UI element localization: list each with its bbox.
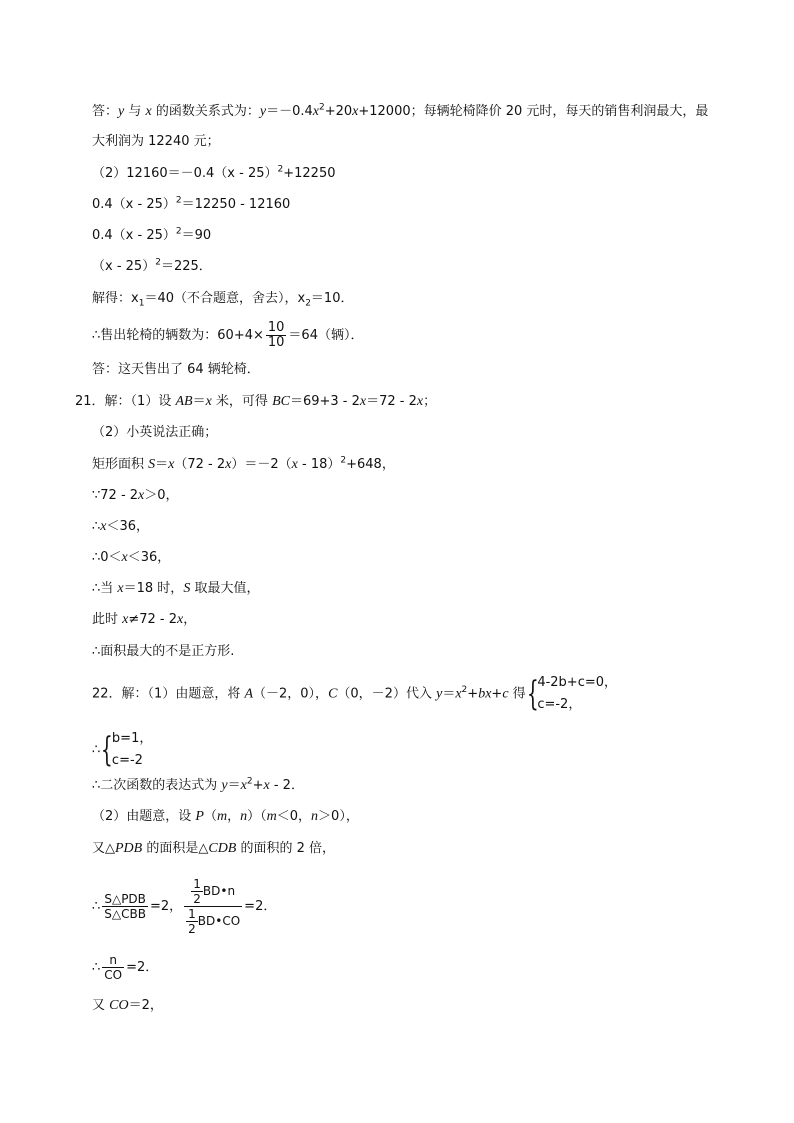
text: ∴ — [92, 960, 101, 975]
text: ＝18 时， — [123, 581, 184, 596]
text: ≠72 - 2 — [128, 612, 178, 627]
text: ＝2， — [128, 998, 163, 1013]
text: （x - 25） — [92, 259, 156, 274]
var-p: P — [195, 809, 204, 824]
var-m: m — [266, 809, 277, 824]
equation-line-3 — [92, 165, 335, 183]
text: 米，可得 — [211, 394, 273, 409]
at-this-time-line — [92, 611, 196, 629]
var-x: x — [100, 519, 107, 534]
text: ∴ — [92, 899, 101, 914]
var-y: y — [259, 104, 267, 119]
text: ＝40（不合题意，舍去），x — [144, 291, 306, 306]
fraction-denominator: CO — [104, 968, 123, 982]
fraction-denominator: 2 — [193, 892, 201, 906]
text: ∵72 - 2 — [92, 488, 139, 503]
part2-setup-line — [92, 808, 359, 826]
fraction-numerator: S△PDB — [102, 892, 148, 907]
equation-system — [537, 672, 617, 716]
fraction-denominator — [184, 907, 242, 936]
superscript: 2 — [155, 257, 161, 268]
fraction-numerator: 1 — [193, 877, 201, 891]
text: （ — [203, 809, 217, 824]
text: 的面积是△ — [142, 841, 209, 856]
text: ＝ — [192, 394, 206, 409]
text: ∴售出轮椅的辆数为：60+4× — [92, 328, 264, 343]
answer-line-1 — [92, 103, 708, 121]
quadratic-expression-line — [92, 777, 304, 795]
var-x: x — [205, 394, 212, 409]
text: 的函数关系式为： — [151, 104, 260, 119]
var-cdb: CDB — [208, 841, 237, 856]
text: 解得：x — [92, 291, 139, 306]
text: （－2，0）， — [253, 686, 329, 702]
text: +648， — [346, 457, 395, 472]
var-x: x — [138, 488, 145, 503]
answer-line-9: 答：这天售出了 64 辆轮椅． — [92, 362, 260, 377]
text: +20 — [324, 104, 353, 119]
fraction-numerator: n — [102, 953, 124, 968]
area-fraction-line — [92, 872, 276, 942]
text: ＝10． — [310, 291, 354, 306]
text: ＝64（辆）． — [288, 328, 364, 343]
var-x: x — [416, 394, 424, 409]
var-s: S — [183, 581, 191, 596]
var-x: x — [263, 778, 270, 793]
therefore-line-3 — [92, 580, 259, 598]
area-ratio-line — [92, 840, 335, 858]
equation-line-4 — [92, 196, 290, 214]
var-m: m — [216, 809, 228, 824]
fraction — [102, 953, 124, 982]
text: 22．解：（1）由题意，将 — [92, 686, 245, 702]
var-x: x — [122, 612, 129, 627]
text: 取最大值， — [190, 581, 260, 596]
var-n: n — [311, 809, 319, 824]
var-x: x — [359, 394, 367, 409]
text: （2）12160＝－0.4（x - 25） — [92, 166, 278, 181]
text: ＝69+3 - 2 — [289, 394, 360, 409]
system-equation: b=1， — [111, 731, 153, 746]
fraction-numerator: 10 — [267, 320, 285, 335]
text: BD•CO — [197, 914, 241, 928]
var-y: y — [436, 686, 443, 702]
superscript: 2 — [340, 455, 347, 466]
co-value-line — [92, 997, 163, 1015]
problem-21-part2: （2）小英说法正确； — [92, 425, 218, 440]
text: 得 — [508, 686, 526, 702]
fraction-numerator — [184, 877, 242, 907]
var-x: x — [225, 457, 232, 472]
text: ＝ — [155, 457, 169, 472]
equation-line-6 — [92, 258, 212, 276]
equation-line-5 — [92, 227, 211, 245]
var-bc: BC — [272, 394, 290, 409]
text: - 2． — [269, 778, 304, 793]
text: ＞0， — [144, 488, 179, 503]
equation-system — [112, 728, 152, 772]
text: ＝ — [227, 778, 241, 793]
var-x: x — [455, 686, 462, 702]
text: =2． — [126, 960, 159, 975]
text: =2， — [149, 899, 183, 914]
text: ∴ — [92, 742, 101, 758]
var-co: CO — [109, 998, 129, 1013]
left-brace: { — [526, 674, 539, 714]
text: ＝90 — [181, 228, 212, 243]
text: 又△ — [92, 841, 115, 856]
text: ＜36， — [106, 519, 150, 534]
var-x: x — [145, 104, 152, 119]
therefore-line-1 — [92, 518, 149, 536]
problem-22-line — [92, 672, 617, 717]
text: （72 - 2 — [174, 457, 226, 472]
subscript: 2 — [305, 298, 311, 309]
var-s: S — [148, 457, 156, 472]
system-equation: 4-2b+c=0， — [537, 675, 618, 690]
compound-fraction — [184, 877, 242, 936]
text: （2）由题意，设 — [92, 809, 196, 824]
answer-line-2: 大利润为 12240 元； — [92, 134, 220, 149]
text: +12250 — [283, 166, 336, 181]
text: 0.4（x - 25） — [92, 197, 176, 212]
var-y: y — [118, 104, 125, 119]
fraction-denominator: 10 — [267, 335, 285, 350]
text: 矩形面积 — [92, 457, 149, 472]
var-x: x — [121, 550, 128, 565]
text: + — [467, 686, 479, 702]
text: ＜36， — [127, 550, 171, 565]
text: 此时 — [92, 612, 123, 627]
text: ）（ — [247, 809, 267, 824]
text: ∴ — [92, 519, 101, 534]
text: ＝72 - 2 — [366, 394, 417, 409]
fraction — [266, 321, 287, 350]
half-fraction — [186, 907, 198, 936]
system-equation: c=-2 — [111, 753, 143, 768]
superscript: 2 — [175, 195, 182, 206]
var-x: x — [240, 778, 247, 793]
system-solution-line — [92, 728, 152, 773]
text: 与 — [124, 104, 146, 119]
superscript: 2 — [318, 102, 325, 113]
text: - 18） — [297, 457, 341, 472]
var-x: x — [291, 457, 298, 472]
therefore-line-2 — [92, 549, 170, 567]
var-n: n — [240, 809, 248, 824]
solution-line-7 — [92, 290, 353, 308]
var-x: x — [168, 457, 175, 472]
var-x: x — [177, 612, 184, 627]
text: ＝12250 - 12160 — [181, 197, 291, 212]
n-over-co-line — [92, 950, 158, 986]
text: + — [491, 686, 503, 702]
conclusion-line: ∴面积最大的不是正方形. — [92, 644, 235, 659]
text: 答： — [92, 104, 119, 119]
var-y: y — [221, 778, 228, 793]
fraction-denominator: S△CBB — [104, 907, 146, 921]
text: =2． — [244, 899, 277, 914]
text: 的面积的 2 倍， — [236, 841, 336, 856]
text: ＝－0.4 — [266, 104, 313, 119]
text: （0，－2）代入 — [337, 686, 437, 702]
because-line — [92, 487, 179, 505]
text: ∴0＜ — [92, 550, 122, 565]
text: ∴二次函数的表达式为 — [92, 778, 222, 793]
text: ＜0， — [276, 809, 312, 824]
text: + — [252, 778, 264, 793]
var-bx: bx — [478, 686, 492, 702]
text: ； — [423, 394, 437, 409]
var-c: c — [502, 686, 509, 702]
superscript: 2 — [277, 164, 284, 175]
text: 21．解：（1）设 — [75, 394, 176, 409]
text: ， — [183, 612, 197, 627]
var-x: x — [312, 104, 319, 119]
area-expression-line — [92, 456, 395, 474]
text: ＝225． — [160, 259, 212, 274]
left-brace: { — [101, 730, 114, 770]
text: ）＝－2（ — [231, 457, 292, 472]
text: ∴当 — [92, 581, 118, 596]
var-a: A — [244, 686, 254, 702]
superscript: 2 — [246, 776, 253, 787]
system-equation: c=-2， — [537, 697, 582, 712]
half-fraction — [191, 877, 203, 906]
subscript: 1 — [138, 298, 145, 309]
superscript: 2 — [175, 226, 182, 237]
text: +12000；每辆轮椅降价 20 元时，每天的销售利润最大，最 — [358, 104, 709, 119]
var-ab: AB — [175, 394, 193, 409]
var-x: x — [117, 581, 124, 596]
problem-21-line — [75, 393, 436, 411]
text: ＞0）， — [318, 809, 359, 824]
text: 0.4（x - 25） — [92, 228, 176, 243]
text: ＝ — [442, 686, 456, 702]
var-c: C — [328, 686, 338, 702]
text: 又 — [92, 998, 110, 1013]
var-x: x — [352, 104, 359, 119]
solution-line-8 — [92, 318, 363, 354]
text: BD•n — [202, 884, 236, 898]
fraction-denominator: 2 — [188, 922, 196, 936]
superscript: 2 — [461, 685, 468, 696]
var-pdb: PDB — [115, 841, 143, 856]
text: ， — [227, 809, 241, 824]
fraction — [102, 892, 148, 921]
fraction-numerator: 1 — [188, 907, 196, 921]
